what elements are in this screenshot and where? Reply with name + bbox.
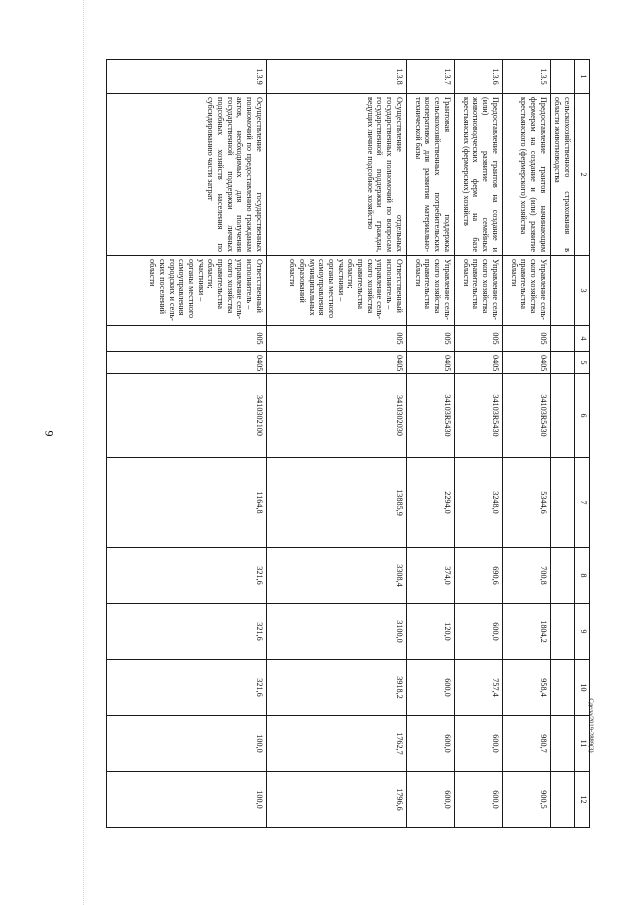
cell-num: 1.3.8 <box>266 60 406 94</box>
cell-c4: 005 <box>266 326 406 352</box>
column-header: 12 <box>575 772 590 828</box>
cell-c8: 690,6 <box>454 548 502 604</box>
cell-name: Предоставление грантов на создание и (или) развитие семейных животноводческих ферм на базе крестьянских (фермерских) хозяйств <box>454 94 502 256</box>
cell-c5: 0405 <box>266 352 406 374</box>
cell-c11: 600,0 <box>406 716 454 772</box>
column-header: 9 <box>575 604 590 660</box>
cell-c10: 600,0 <box>406 660 454 716</box>
cell-c12: 100,0 <box>106 772 266 828</box>
cell-c8: 321,6 <box>106 548 266 604</box>
cell-c7: 2294,0 <box>406 458 454 548</box>
cell-num: 1.3.9 <box>106 60 266 94</box>
cell-c6: 34103R5430 <box>454 374 502 458</box>
cell-c6: 34103R5430 <box>502 374 550 458</box>
cell-c10: 757,4 <box>454 660 502 716</box>
cell-c5: 0405 <box>106 352 266 374</box>
cell-c8: 700,8 <box>502 548 550 604</box>
cell-c4: 005 <box>454 326 502 352</box>
column-header: 4 <box>575 326 590 352</box>
column-header: 3 <box>575 256 590 326</box>
cell-empty <box>550 772 574 828</box>
column-header: 8 <box>575 548 590 604</box>
cell-executor: Управление сель-ского хозяйства правительства области <box>454 256 502 326</box>
cell-name: Предоставление грантов начинающим фермерам на создание и (или) развитие крестьянского (фермерского) хозяйства <box>502 94 550 256</box>
cell-c6: 34103R5430 <box>406 374 454 458</box>
cell-c7: 13885,9 <box>266 458 406 548</box>
cell-c10: 3918,2 <box>266 660 406 716</box>
column-header: 2 <box>575 94 590 256</box>
column-header: 7 <box>575 458 590 548</box>
cell-c10: 321,6 <box>106 660 266 716</box>
cell-executor: Ответственный исполнитель – управление сель-ского хозяйства правительства области; участники – органы местного самоуправления муниципальных образований области <box>266 256 406 326</box>
cell-c9: 120,0 <box>406 604 454 660</box>
cell-c9: 600,0 <box>454 604 502 660</box>
cell-c11: 100,0 <box>106 716 266 772</box>
cell-c11: 600,0 <box>454 716 502 772</box>
cell-c5: 0405 <box>406 352 454 374</box>
cell-empty <box>550 256 574 326</box>
cell-c4: 005 <box>502 326 550 352</box>
document-stamp: Сдела/2019-2889(3) <box>587 698 595 753</box>
column-header: 10 <box>575 660 590 716</box>
cell-name: Осуществление отдельных государственных полномочий по вопросам государственной поддержки граждан, ведущих личное подсобное хозяйство <box>266 94 406 256</box>
cell-name: Осуществление государственных полномочий по предоставлению гражданам актов, необходимых для получения государственной поддержки личных подсобных хозяйств населения по субсидированию части затрат <box>106 94 266 256</box>
column-header: 6 <box>575 374 590 458</box>
cell-c5: 0405 <box>454 352 502 374</box>
cell-c8: 374,0 <box>406 548 454 604</box>
cell-empty <box>550 716 574 772</box>
cell-num: 1.3.6 <box>454 60 502 94</box>
cell-empty <box>550 60 574 94</box>
column-header: 1 <box>575 60 590 94</box>
column-header: 11 <box>575 716 590 772</box>
cell-executor: Управление сель-ского хозяйства правительства области <box>406 256 454 326</box>
cell-empty <box>550 326 574 352</box>
page-number: 9 <box>42 430 57 437</box>
program-activities-table <box>106 59 590 828</box>
cell-c5: 0405 <box>502 352 550 374</box>
cell-c6: 3410302100 <box>106 374 266 458</box>
cell-c9: 3100,0 <box>266 604 406 660</box>
cell-empty <box>550 374 574 458</box>
cell-empty <box>550 660 574 716</box>
cell-c9: 1804,2 <box>502 604 550 660</box>
cell-c4: 005 <box>406 326 454 352</box>
cell-c7: 5344,6 <box>502 458 550 548</box>
cell-c11: 1762,7 <box>266 716 406 772</box>
cell-c12: 600,0 <box>454 772 502 828</box>
cell-name: Грантовая поддержка сельскохозяйственных потребительских кооперативов для развития материально-технической базы <box>406 94 454 256</box>
cell-c6: 3410302030 <box>266 374 406 458</box>
cell-c9: 321,6 <box>106 604 266 660</box>
cell-num: 1.3.5 <box>502 60 550 94</box>
cell-c12: 600,0 <box>406 772 454 828</box>
table-row <box>266 60 406 828</box>
cell-executor: Ответственный исполнитель – управление сель-ского хозяйства правительства области; участники – органы местного самоуправления городских и сель-ских поселений области <box>106 256 266 326</box>
cell-name: сельскохозяйственного страхования в области животноводства <box>550 94 574 256</box>
cell-empty <box>550 458 574 548</box>
cell-empty <box>550 604 574 660</box>
cell-executor: Управление сель-ского хозяйства правительства области <box>502 256 550 326</box>
cell-c8: 3308,4 <box>266 548 406 604</box>
table-row <box>454 60 502 828</box>
table-row <box>502 60 550 828</box>
cell-c4: 005 <box>106 326 266 352</box>
table-row <box>106 60 266 828</box>
column-header: 5 <box>575 352 590 374</box>
cell-empty <box>550 352 574 374</box>
cell-c7: 3248,0 <box>454 458 502 548</box>
table-row-continuation <box>550 60 574 828</box>
cell-num: 1.3.7 <box>406 60 454 94</box>
cell-empty <box>550 548 574 604</box>
cell-c12: 1796,6 <box>266 772 406 828</box>
cell-c11: 980,7 <box>502 716 550 772</box>
cell-c12: 900,5 <box>502 772 550 828</box>
cell-c7: 1164,8 <box>106 458 266 548</box>
rotated-table-wrapper <box>83 59 590 827</box>
table-row <box>406 60 454 828</box>
cell-c10: 958,4 <box>502 660 550 716</box>
